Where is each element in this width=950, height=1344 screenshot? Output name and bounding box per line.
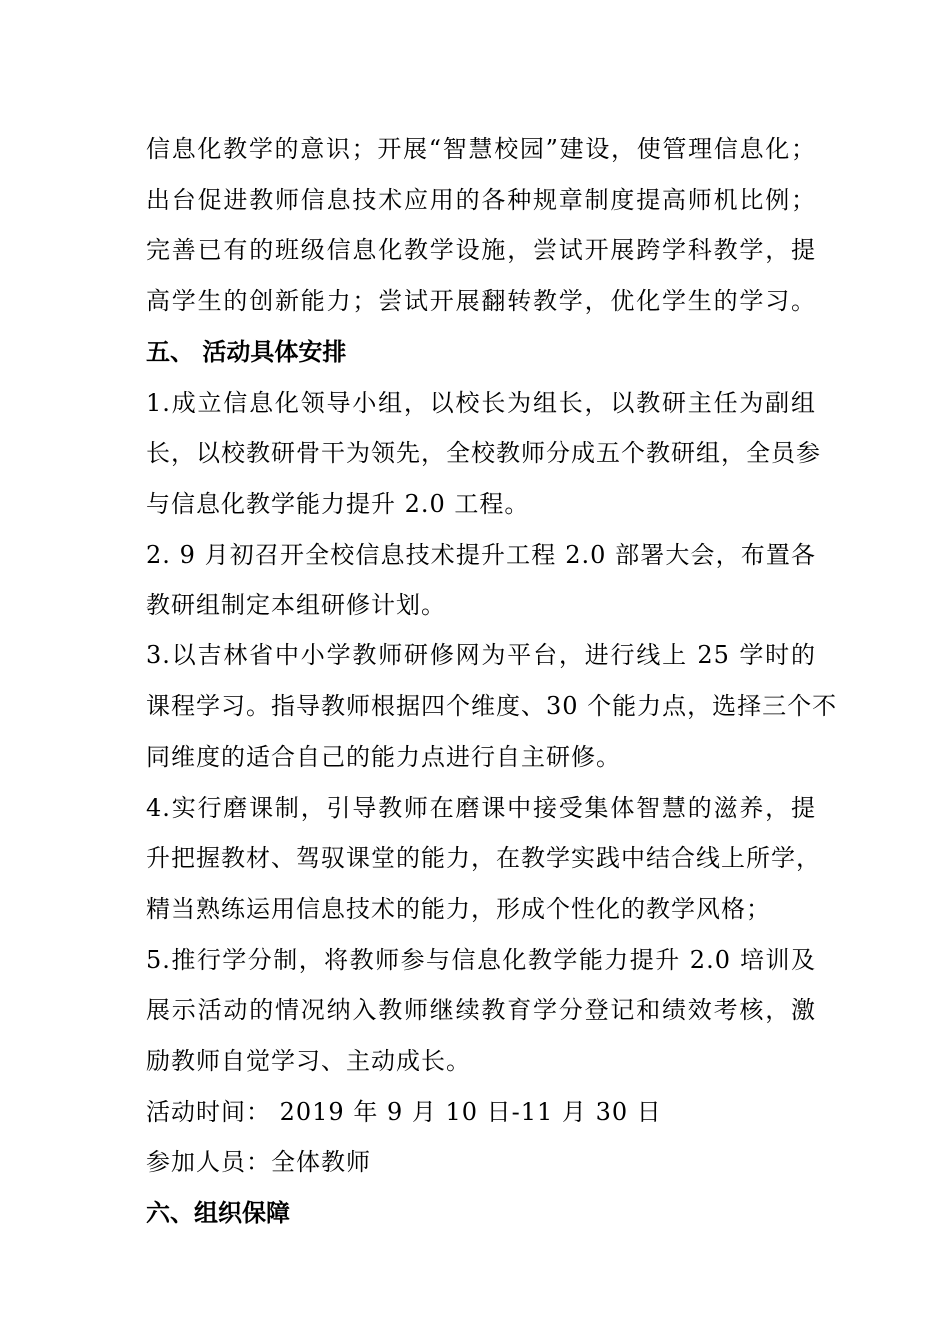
list-item-3-line: 课程学习。指导教师根据四个维度、30 个能力点，选择三个不 xyxy=(146,692,838,720)
list-item-3-line: 同维度的适合自己的能力点进行自主研修。 xyxy=(146,743,621,771)
list-item-5-line: 5.推行学分制，将教师参与信息化教学能力提升 2.0 培训及 xyxy=(146,946,816,974)
body-text-line: 信息化教学的意识；开展“智慧校园”建设，使管理信息化； xyxy=(146,135,816,163)
participants-line: 参加人员：全体教师 xyxy=(146,1148,371,1176)
list-item-4-line: 精当熟练运用信息技术的能力，形成个性化的教学风格； xyxy=(146,895,771,923)
section-heading-5: 五、 活动具体安排 xyxy=(146,338,347,366)
body-text-line: 高学生的创新能力；尝试开展翻转教学，优化学生的学习。 xyxy=(146,287,816,315)
list-item-1-line: 与信息化教学能力提升 2.0 工程。 xyxy=(146,490,530,518)
body-text-line: 出台促进教师信息技术应用的各种规章制度提高师机比例； xyxy=(146,186,816,214)
list-item-5-line: 励教师自觉学习、主动成长。 xyxy=(146,1047,471,1075)
list-item-3-line: 3.以吉林省中小学教师研修网为平台，进行线上 25 学时的 xyxy=(146,641,816,669)
list-item-2-line: 2. 9 月初召开全校信息技术提升工程 2.0 部署大会，布置各 xyxy=(146,541,816,569)
list-item-1-line: 1.成立信息化领导小组，以校长为组长，以教研主任为副组 xyxy=(146,389,816,417)
list-item-5-line: 展示活动的情况纳入教师继续教育学分登记和绩效考核，激 xyxy=(146,996,816,1024)
section-heading-6: 六、组织保障 xyxy=(146,1199,290,1227)
list-item-1-line: 长，以校教研骨干为领先，全校教师分成五个教研组，全员参 xyxy=(146,439,821,467)
list-item-2-line: 教研组制定本组研修计划。 xyxy=(146,591,446,619)
activity-time-line: 活动时间： 2019 年 9 月 10 日-11 月 30 日 xyxy=(146,1098,662,1126)
list-item-4-line: 升把握教材、驾驭课堂的能力，在教学实践中结合线上所学， xyxy=(146,844,821,872)
body-text-line: 完善已有的班级信息化教学设施，尝试开展跨学科教学，提 xyxy=(146,236,816,264)
list-item-4-line: 4.实行磨课制，引导教师在磨课中接受集体智慧的滋养，提 xyxy=(146,794,816,822)
